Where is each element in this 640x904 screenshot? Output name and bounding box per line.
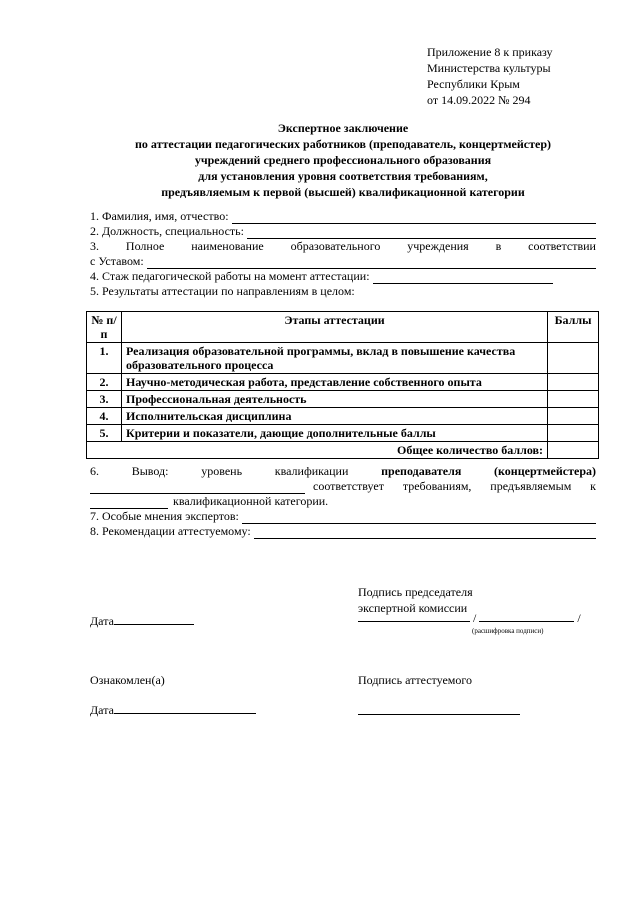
date-row-2 [90, 702, 256, 718]
table-header-row [87, 312, 599, 343]
row-stage: Профессиональная деятельность [122, 391, 548, 408]
date-row-1 [90, 613, 194, 629]
conclusion-name-line[interactable] [90, 482, 305, 494]
row-stage: Реализация образовательной программы, вклад в повышение качества образовательного процесса [122, 343, 548, 374]
title-line-5: предъявляемым к первой (высшей) квалификационной категории [161, 185, 525, 199]
field-results-label: 5. Результаты аттестации по направлениям в целом: [90, 284, 355, 298]
row-score-cell[interactable] [548, 391, 599, 408]
category-input-line[interactable] [90, 497, 168, 509]
slash-separator: / [577, 611, 581, 625]
date-input-line-2[interactable] [114, 702, 256, 714]
title-line-1: Экспертное заключение [277, 121, 409, 135]
order-ref-line-3: Республики Крым [427, 77, 520, 91]
conclusion-line-1 [90, 464, 596, 479]
order-reference [427, 44, 553, 108]
row-score-cell[interactable] [548, 343, 599, 374]
row-number: 3. [87, 391, 122, 408]
p6-end-text: квалификационной категории. [173, 494, 329, 508]
row-number: 5. [87, 425, 122, 442]
f3-word-4: образовательного [290, 239, 381, 253]
date-label-2: Дата [90, 703, 114, 717]
field-recommendations [90, 524, 596, 539]
field-full-name [90, 209, 596, 224]
order-ref-line-1: Приложение 8 к приказу [427, 45, 553, 59]
decode-hint: (расшифровка подписи) [472, 627, 544, 635]
table-row [87, 374, 599, 391]
table-row [87, 408, 599, 425]
col-header-stages: Этапы аттестации [122, 312, 548, 343]
row-stage: Критерии и показатели, дающие дополнительные баллы [122, 425, 548, 442]
experience-input-line[interactable] [373, 272, 553, 284]
field-expert-opinions [90, 509, 596, 524]
field-experience-label: 4. Стаж педагогической работы на момент аттестации: [90, 269, 370, 283]
p6-word-2: Вывод: [131, 464, 169, 478]
p6-word-4: квалификации [274, 464, 349, 478]
row-score-cell[interactable] [548, 408, 599, 425]
chair-caption-line-2: экспертной комиссии [358, 601, 468, 615]
order-ref-line-2: Министерства культуры [427, 61, 551, 75]
date-label-1: Дата [90, 614, 114, 628]
field-institution-cont [90, 254, 596, 269]
table-row [87, 343, 599, 374]
recommendations-input-line[interactable] [254, 527, 596, 539]
conclusion-line-3 [90, 494, 596, 509]
p6-word-3: уровень [201, 464, 243, 478]
p6-middle-text: соответствует требованиям, предъявляемым к [313, 479, 596, 493]
attested-signature-label: Подпись аттестуемого [358, 673, 472, 687]
date-input-line-1[interactable] [114, 613, 194, 625]
field-experience [90, 269, 596, 284]
f3-word-5: учреждения [407, 239, 469, 253]
info-fields [90, 209, 596, 299]
position-input-line[interactable] [247, 227, 596, 239]
p6-role-teacher: преподавателя [381, 464, 462, 478]
expert-opinions-input-line[interactable] [242, 512, 596, 524]
total-score-cell[interactable] [548, 442, 599, 459]
expert-opinions-label: 7. Особые мнения экспертов: [90, 509, 239, 523]
col-header-score: Баллы [548, 312, 599, 343]
title-line-4: для установления уровня соответствия требованиям, [198, 169, 488, 183]
chair-signature-line[interactable] [358, 610, 470, 622]
document-title [90, 120, 596, 200]
field-institution-cont-label: с Уставом: [90, 254, 144, 268]
f3-word-3: наименование [191, 239, 264, 253]
f3-word-7: соответствии [528, 239, 596, 253]
full-name-input-line[interactable] [232, 212, 596, 224]
conclusion-section [90, 464, 596, 539]
f3-word-6: в [495, 239, 502, 253]
chair-caption-line-1: Подпись председателя [358, 585, 473, 599]
order-ref-line-4: от 14.09.2022 № 294 [427, 93, 531, 107]
col-header-number: № п/п [87, 312, 122, 343]
field-institution [90, 239, 596, 254]
acquainted-label: Ознакомлен(а) [90, 673, 165, 687]
title-line-2: по аттестации педагогических работников (преподаватель, концертмейстер) [134, 137, 552, 151]
total-label: Общее количество баллов: [87, 442, 548, 459]
f3-word-1: 3. [90, 239, 99, 253]
recommendations-label: 8. Рекомендации аттестуемому: [90, 524, 251, 538]
row-number: 1. [87, 343, 122, 374]
field-position [90, 224, 596, 239]
slash-separator: / [473, 611, 477, 625]
attested-signature-line[interactable] [358, 714, 520, 715]
title-line-3: учреждений среднего профессионального образования [194, 153, 492, 167]
p6-role-accompanist: (концертмейстера) [494, 464, 596, 478]
field-position-label: 2. Должность, специальность: [90, 224, 244, 238]
institution-input-line[interactable] [147, 257, 596, 269]
chair-signature-row [358, 610, 581, 626]
row-score-cell[interactable] [548, 374, 599, 391]
row-number: 4. [87, 408, 122, 425]
attestation-stages-table [86, 311, 599, 459]
row-stage: Исполнительская дисциплина [122, 408, 548, 425]
row-stage: Научно-методическая работа, представление собственного опыта [122, 374, 548, 391]
conclusion-line-2 [90, 479, 596, 494]
table-row [87, 391, 599, 408]
table-row [87, 425, 599, 442]
f3-word-2: Полное [125, 239, 165, 253]
row-score-cell[interactable] [548, 425, 599, 442]
field-full-name-label: 1. Фамилия, имя, отчество: [90, 209, 229, 223]
p6-word-1: 6. [90, 464, 99, 478]
table-total-row [87, 442, 599, 459]
row-number: 2. [87, 374, 122, 391]
chair-decode-line[interactable] [479, 610, 574, 622]
field-results [90, 284, 596, 299]
